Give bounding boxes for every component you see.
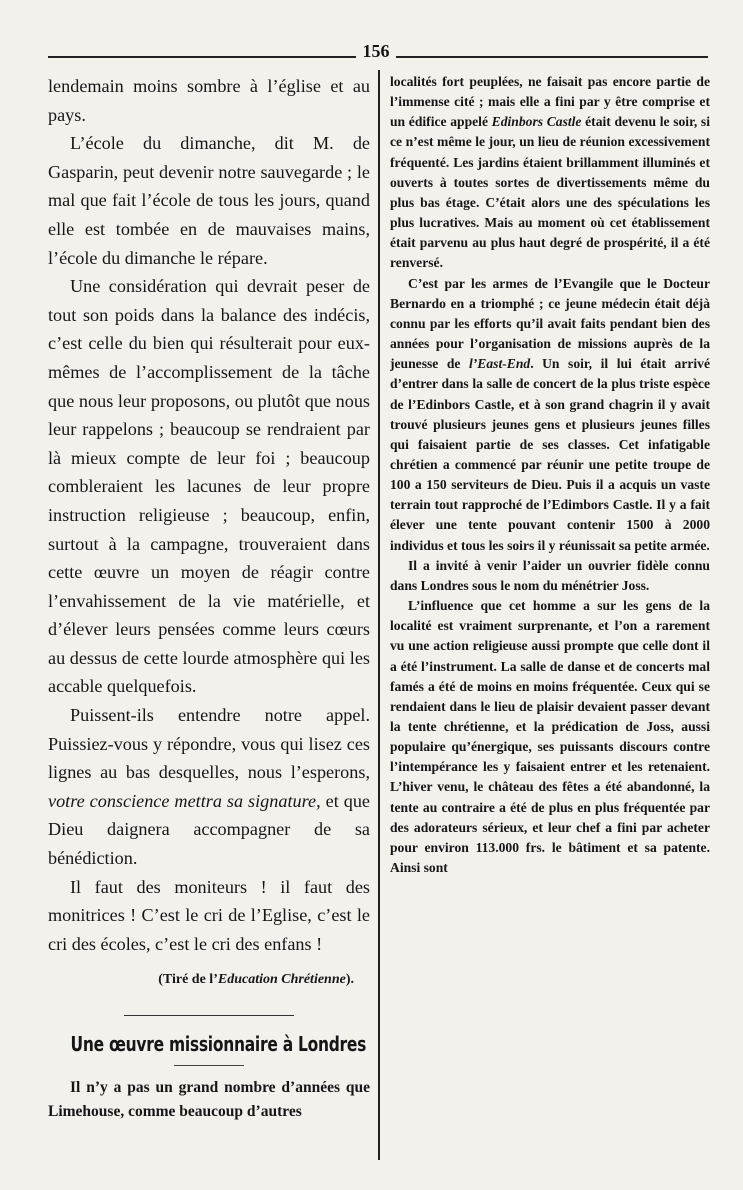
limehouse-text-b: était devenu le soir, si ce n’est même le jour, un lieu de réunion excessivement fréquenté. Les jardins étaient brillamment illuminés et ouverts à toutes sortes de divertissements même du plus bas étage. C’était alors une des spéculations les plus lucratives. Mais au moment où cet établissement était parvenu au plus haut degré de prospérité, il a été renversé.: [390, 114, 710, 271]
limehouse-text-a: localités fort peuplées, ne faisait pas encore partie de l’immense cité ; mais elle a fini par y être comprise et un édifice appelé: [390, 74, 710, 130]
title-rule: [174, 1065, 244, 1066]
source-title: Education Chrétienne: [217, 972, 346, 988]
page-number: 156: [362, 41, 390, 61]
paragraph-consideration: Une considération qui devrait peser de tout son poids dans la balance des indécis, c’est celle du bien qui résulterait pour eux-mêmes de l’accomplissement de la tâche que nous leur proposons, ou plutôt que nous leur rappelons ; beaucoup se rendraient par là mieux compte de leur foi ; beaucoup combleraient les lacunes de leur propre instruction religieuse ; beaucoup, enfin, surtout à la campagne, trouveraient dans cette œuvre un moyen de réagir contre l’envahissement de la vie matérielle, et d’élever leurs pensées comme leurs cœurs au dessus de cette lourde atmosphère qui les accable quelquefois.: [48, 276, 370, 697]
paragraph-limehouse: [390, 72, 710, 274]
section-divider: [124, 1015, 294, 1016]
paragraph-appeal: [48, 701, 370, 873]
bernardo-text-b: . Un soir, il lui était arrivé d’entrer dans la salle de concert de la plus triste espèce de l’Edinbors Castle, et à son grand chagrin il y avait trouvé plusieurs jeunes gens et plusieurs jeunes filles qui faisaient partie de ses classes. Cet infatigable chrétien a commencé par réunir une petite troupe de 100 a 150 serviteurs de Dieu. Puis il a acquis un vaste terrain tout rapproché de l’Edimbors Castle. Il y a fait élever une tente pouvant contenir 1500 à 2000 individus et tous les soirs il y réunissait sa petite armée.: [390, 356, 710, 553]
paragraph-joss: Il a invité à venir l’aider un ouvrier fidèle connu dans Londres sous le nom du ménétrier Joss.: [390, 557, 710, 593]
source-prefix: (Tiré de l’: [158, 972, 218, 988]
bernardo-text-a: C’est par les armes de l’Evangile que le Docteur Bernardo en a triomphé ; ce jeune médecin était déjà connu par les efforts qu’il avait faits pendant bien des années pour l’organisation de missions auprès de la jeunesse de: [390, 275, 710, 372]
article-title: Une œuvre missionnaire à Londres: [70, 1032, 367, 1056]
column-separator: [378, 70, 380, 1160]
header-rule-right: [396, 56, 708, 58]
appeal-italic: votre conscience mettra sa signature: [48, 790, 317, 811]
header-rule-left: [48, 56, 356, 58]
source-suffix: ).: [345, 972, 354, 988]
paragraph-influence: L’influence que cet homme a sur les gens de la localité est vraiment surprenante, et l’on a rarement vu une action religieuse aussi prompte que celle dont il a été l’instrument. La salle de danse et de concerts mal famés a été de moins en moins fréquentée. Ceux qui se rendaient dans le lieu de plaisir devaient passer devant la tente chrétienne, et la prédication de Joss, aussi populaire qu’énergique, ses puissants discours contre l’intempérance les y faisaient entrer et les retenaient. L’hiver venu, le château des fêtes a été abandonné, la tente au contraire a été de plus en plus fréquentée par des adorateurs sérieux, et leur chef a fini par acheter pour environ 113.000 frs. le bâtiment et sa patente. Ainsi sont: [390, 598, 710, 876]
paragraph-continuation: lendemain moins sombre à l’église et au pays.: [48, 76, 370, 125]
paragraph-cry: Il faut des moniteurs ! il faut des monitrices ! C’est le cri de l’Eglise, c’est le cri des écoles, c’est le cri des enfans !: [48, 876, 370, 954]
paragraph-gasparin: L’école du dimanche, dit M. de Gasparin, peut devenir notre sauvegarde ; le mal que fait l’école de tous les jours, quand elle est tombée en de mauvaises mains, l’école du dimanche le répare.: [48, 133, 370, 268]
article-intro: Il n’y a pas un grand nombre d’années que Limehouse, comme beaucoup d’autres: [48, 1078, 370, 1120]
source-citation: [48, 966, 370, 995]
paragraph-bernardo: [390, 274, 710, 556]
appeal-text-b: , et que Dieu daignera accompagner de sa bénédiction.: [48, 790, 370, 869]
bernardo-italic: l’East-End: [469, 356, 531, 372]
page-header: [48, 40, 708, 68]
left-column: [48, 72, 370, 1124]
appeal-text-a: Puissent-ils entendre notre appel. Puissiez-vous y répondre, vous qui lisez ces lignes au bas desquelles, nous l’esperons,: [48, 705, 370, 783]
right-column: [390, 72, 710, 878]
limehouse-italic: Edinbors Castle: [491, 114, 582, 130]
